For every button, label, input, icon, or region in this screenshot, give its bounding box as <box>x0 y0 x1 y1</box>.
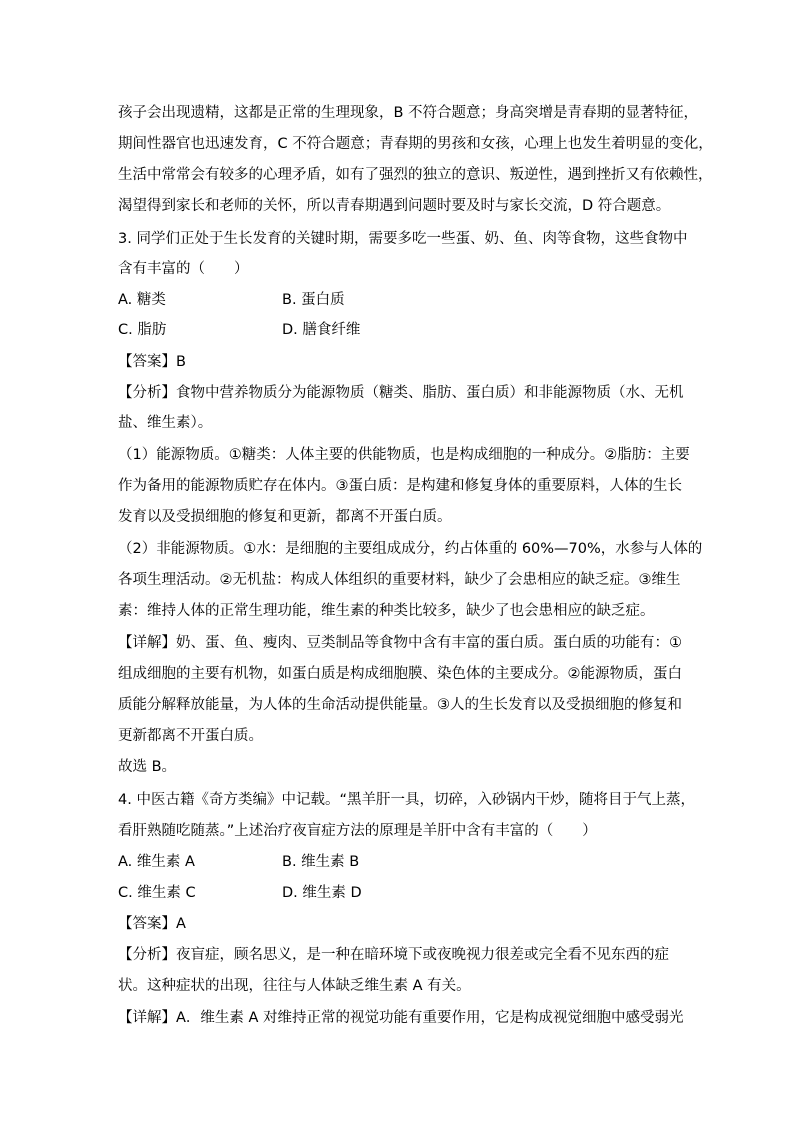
question-3-text: 3. 同学们正处于生长发育的关键时期，需要多吃一些蛋、奶、鱼、肉等食物，这些食物中 <box>118 231 688 247</box>
answer-3: 【答案】B <box>118 354 186 370</box>
analysis-4: 【分析】夜盲症，顾名思义，是一种在暗环境下或夜晚视力很差或完全看不见东西的症 <box>118 947 669 963</box>
analysis-3: 素：维持人体的正常生理功能，维生素的种类比较多，缺少了也会患相应的缺乏症。 <box>118 603 655 619</box>
question-3-text: 含有丰富的（ ） <box>118 261 249 277</box>
analysis-3: 作为备用的能源物质贮存在体内。③蛋白质：是构建和修复身体的重要原料，人体的生长 <box>118 478 682 494</box>
q4-option-b: B. 维生素 B <box>282 854 360 870</box>
analysis-4: 状。这种症状的出现，往往与人体缺乏维生素 A 有关。 <box>118 978 471 994</box>
detail-3: 【详解】奶、蛋、鱼、瘦肉、豆类制品等食物中含有丰富的蛋白质。蛋白质的功能有：① <box>118 635 682 651</box>
text-line: 生活中常常会有较多的心理矛盾，如有了强烈的独立的意识、叛逆性，遇到挫折又有依赖性， <box>118 167 713 183</box>
question-4-text: 看肝熟随吃随蒸。”上述治疗夜盲症方法的原理是羊肝中含有丰富的（ ） <box>118 823 597 839</box>
analysis-3: （2）非能源物质。①水：是细胞的主要组成成分，约占体重的 60%—70%，水参与人体的 <box>118 541 703 557</box>
detail-3: 更新都离不开蛋白质。 <box>118 728 263 744</box>
q4-option-a: A. 维生素 A <box>118 854 195 870</box>
detail-4: 【详解】A．维生素 A 对维持正常的视觉功能有重要作用，它是构成视觉细胞中感受弱光 <box>118 1010 684 1026</box>
q3-option-c: C. 脂肪 <box>118 322 167 338</box>
analysis-3: 各项生理活动。②无机盐：构成人体组织的重要材料，缺少了会患相应的缺乏症。③维生 <box>118 572 681 588</box>
analysis-3: 【分析】食物中营养物质分为能源物质（糖类、脂肪、蛋白质）和非能源物质（水、无机 <box>118 385 684 401</box>
q4-option-c: C. 维生素 C <box>118 885 196 901</box>
detail-3: 质能分解释放能量，为人体的生命活动提供能量。③人的生长发育以及受损细胞的修复和 <box>118 697 682 713</box>
detail-3: 组成细胞的主要有机物，如蛋白质是构成细胞膜、染色体的主要成分。②能源物质，蛋白 <box>118 666 682 682</box>
q3-option-a: A. 糖类 <box>118 292 166 308</box>
analysis-3: （1）能源物质。①糖类：人体主要的供能物质，也是构成细胞的一种成分。②脂肪：主要 <box>118 447 690 463</box>
conclusion-3: 故选 B。 <box>118 759 177 775</box>
q3-option-d: D. 膳食纤维 <box>282 322 361 338</box>
text-line: 孩子会出现遗精，这都是正常的生理现象，B 不符合题意；身高突增是青春期的显著特征， <box>118 105 699 121</box>
analysis-3: 盐、维生素）。 <box>118 415 213 431</box>
q3-option-b: B. 蛋白质 <box>282 292 345 308</box>
text-line: 期间性器官也迅速发育，C 不符合题意；青春期的男孩和女孩，心理上也发生着明显的变化， <box>118 136 713 152</box>
question-4-text: 4. 中医古籍《奇方类编》中记载。“黑羊肝一具，切碎，入砂锅内干炒，随将目于气上蒸， <box>118 792 695 808</box>
analysis-3: 发育以及受损细胞的修复和更新，都离不开蛋白质。 <box>118 509 452 525</box>
text-line: 渴望得到家长和老师的关怀，所以青春期遇到问题时要及时与家长交流，D 符合题意。 <box>118 198 671 214</box>
q4-option-d: D. 维生素 D <box>282 885 362 901</box>
answer-4: 【答案】A <box>118 916 186 932</box>
